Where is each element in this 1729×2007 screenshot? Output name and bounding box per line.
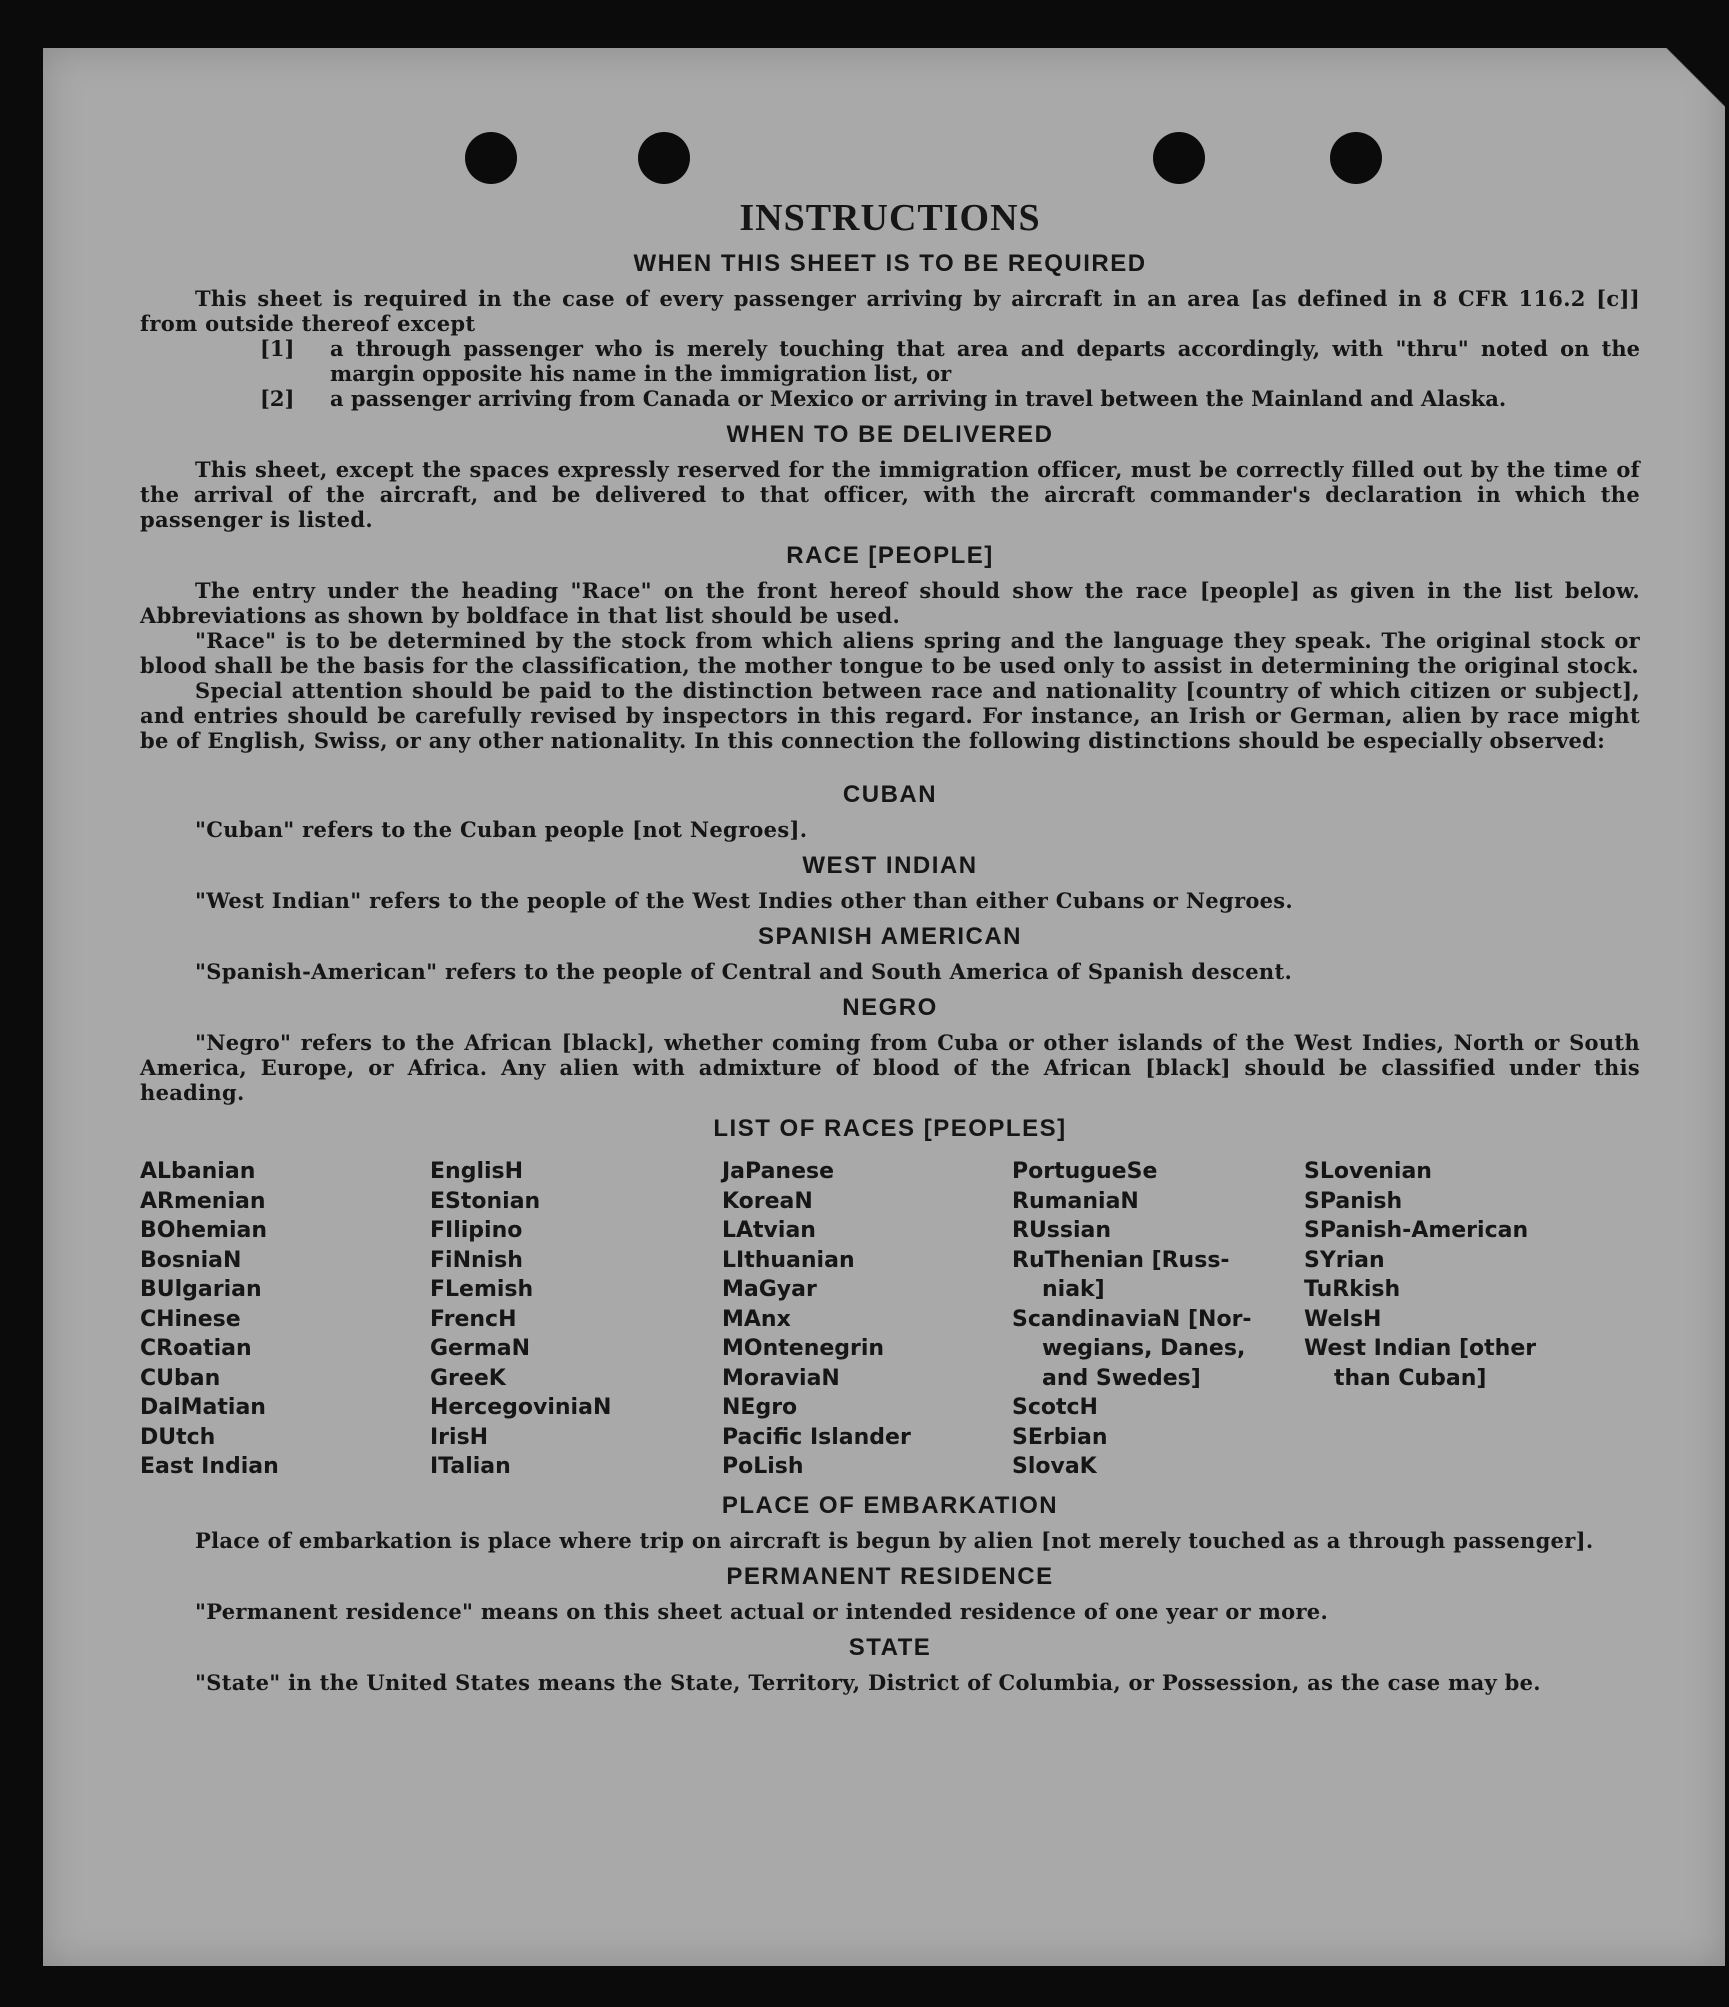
race-paragraph: The entry under the heading "Race" on the front hereof should show the race [people] as given in the list below. Abbreviations as shown by boldface in that list should be used.: [140, 578, 1640, 628]
race-entry: than Cuban]: [1334, 1365, 1487, 1391]
races-column: [1012, 1157, 1304, 1482]
race-entry: East Indian: [140, 1454, 279, 1479]
race-entry: FrencH: [430, 1306, 517, 1332]
race-entry: SYrian: [1304, 1247, 1385, 1273]
race-entry: West Indian [other: [1304, 1336, 1537, 1361]
races-column: [722, 1157, 1012, 1482]
race-entry: ScotcH: [1012, 1395, 1098, 1420]
race-entry: CRoatian: [140, 1336, 252, 1361]
race-entry: TuRkish: [1304, 1277, 1401, 1302]
section-heading-race: RACE [PEOPLE]: [786, 542, 994, 569]
race-entry: MoraviaN: [722, 1365, 840, 1391]
race-entry: BUlgarian: [140, 1277, 262, 1302]
race-entry: SPanish: [1304, 1188, 1403, 1214]
race-entry: EnglisH: [430, 1159, 524, 1184]
race-entry: PortugueSe: [1012, 1159, 1158, 1184]
punch-hole: [638, 132, 690, 184]
race-entry: SLovenian: [1304, 1159, 1432, 1184]
race-entry: RUssian: [1012, 1218, 1112, 1243]
race-entry: RumaniaN: [1012, 1188, 1139, 1214]
race-entry: HercegoviniaN: [430, 1395, 612, 1420]
race-paragraph: "Race" is to be determined by the stock from which aliens spring and the language they speak. The original stock or blood shall be the basis for the classification, the mother tongue to be used only to assist in determining the original stock.: [140, 628, 1640, 678]
race-entry: BOhemian: [140, 1218, 268, 1243]
race-entry: FLemish: [430, 1277, 534, 1302]
race-entry: DUtch: [140, 1424, 216, 1450]
race-entry: CHinese: [140, 1306, 241, 1332]
race-entry: niak]: [1042, 1277, 1105, 1302]
punch-hole: [465, 132, 517, 184]
torn-corner: [1605, 48, 1725, 108]
delivered-paragraph: This sheet, except the spaces expressly reserved for the immigration officer, must be correctly filled out by the time of the arrival of the aircraft, and be delivered to that officer, with the aircraft commander's declaration in which the passenger is listed.: [140, 457, 1640, 532]
race-entry: ITalian: [430, 1454, 511, 1479]
exception-number: [2]: [260, 386, 295, 411]
section-heading-spanish-american: SPANISH AMERICAN: [757, 923, 1022, 950]
section-heading-negro: NEGRO: [842, 994, 938, 1021]
permanent-residence-paragraph: "Permanent residence" means on this sheet actual or intended residence of one year or more.: [195, 1598, 1329, 1624]
exception-item: [260, 336, 1640, 386]
punch-hole: [1330, 132, 1382, 184]
negro-paragraph: "Negro" refers to the African [black], whether coming from Cuba or other islands of the West Indies, North or South America, Europe, or Africa. Any alien with admixture of blood of the African [black] should be classified under this heading.: [140, 1030, 1640, 1105]
race-entry: KoreaN: [722, 1188, 813, 1214]
section-heading-cuban: CUBAN: [842, 781, 938, 808]
race-entry: GermaN: [430, 1336, 531, 1361]
embarkation-paragraph: Place of embarkation is place where trip on aircraft is begun by alien [not merely touched as a through passenger].: [195, 1527, 1594, 1553]
race-entry: MOntenegrin: [722, 1336, 885, 1361]
exception-item: [260, 386, 1640, 411]
race-entry: EStonian: [430, 1188, 541, 1214]
race-entry: NEgro: [722, 1395, 798, 1420]
race-entry: PoLish: [722, 1454, 804, 1479]
page-title: INSTRUCTIONS: [739, 197, 1041, 239]
section-heading-required: WHEN THIS SHEET IS TO BE REQUIRED: [633, 250, 1147, 277]
race-entry: FIlipino: [430, 1218, 523, 1243]
race-entry: wegians, Danes,: [1042, 1336, 1246, 1361]
required-intro: This sheet is required in the case of every passenger arriving by aircraft in an area [as defined in 8 CFR 116.2 [c]] from outside thereof except: [140, 286, 1640, 336]
race-entry: JaPanese: [722, 1159, 835, 1184]
races-column: [140, 1157, 430, 1482]
race-entry: SPanish-American: [1304, 1218, 1529, 1243]
race-entry: Pacific Islander: [722, 1424, 911, 1450]
race-entry: ALbanian: [140, 1159, 256, 1184]
race-entry: MaGyar: [722, 1277, 817, 1302]
races-column: [430, 1157, 722, 1482]
race-entry: ARmenian: [140, 1188, 266, 1214]
race-entry: FiNnish: [430, 1247, 523, 1273]
races-column: [1304, 1157, 1604, 1482]
race-entry: ScandinaviaN [Nor-: [1012, 1306, 1252, 1332]
document-sheet: [43, 48, 1725, 1966]
race-entry: DalMatian: [140, 1395, 266, 1420]
race-entry: WelsH: [1304, 1306, 1382, 1332]
race-entry: IrisH: [430, 1424, 489, 1450]
instructions-content: [140, 196, 1640, 1695]
section-heading-permanent-residence: PERMANENT RESIDENCE: [726, 1562, 1054, 1590]
race-entry: LAtvian: [722, 1218, 816, 1243]
race-entry: BosniaN: [140, 1247, 242, 1273]
exception-number: [1]: [260, 336, 295, 361]
section-heading-west-indian: WEST INDIAN: [802, 852, 978, 879]
races-list: [140, 1157, 1640, 1482]
spanish-american-paragraph: "Spanish-American" refers to the people of Central and South America of Spanish descent.: [195, 959, 1293, 984]
state-paragraph: "State" in the United States means the State, Territory, District of Columbia, or Possession, as the case may be.: [195, 1669, 1541, 1695]
race-entry: SErbian: [1012, 1424, 1108, 1450]
section-heading-delivered: WHEN TO BE DELIVERED: [726, 421, 1054, 448]
race-entry: CUban: [140, 1365, 221, 1391]
race-entry: LIthuanian: [722, 1247, 855, 1273]
section-heading-embarkation: PLACE OF EMBARKATION: [721, 1491, 1059, 1519]
races-list-heading: LIST OF RACES [PEOPLES]: [713, 1115, 1067, 1142]
punch-hole: [1153, 132, 1205, 184]
race-entry: MAnx: [722, 1306, 791, 1332]
exception-text: a passenger arriving from Canada or Mexico or arriving in travel between the Mainland and Alaska.: [330, 386, 1507, 411]
west-indian-paragraph: "West Indian" refers to the people of the West Indies other than either Cubans or Negroes.: [195, 888, 1294, 913]
race-entry: SlovaK: [1012, 1454, 1097, 1479]
race-paragraph: Special attention should be paid to the distinction between race and nationality [country of which citizen or subject], and entries should be carefully revised by inspectors in this regard. For instance, an Irish or German, alien by race might be of English, Swiss, or any other nationality. In this connection the following distinctions should be especially observed:: [140, 678, 1640, 753]
race-entry: and Swedes]: [1042, 1365, 1201, 1391]
race-entry: RuThenian [Russ-: [1012, 1247, 1230, 1273]
cuban-paragraph: "Cuban" refers to the Cuban people [not Negroes].: [195, 817, 808, 842]
exception-text: a through passenger who is merely touching that area and departs accordingly, with "thru" noted on the margin opposite his name in the immigration list, or: [330, 336, 1640, 386]
section-heading-state: STATE: [848, 1633, 932, 1661]
race-entry: GreeK: [430, 1365, 506, 1391]
